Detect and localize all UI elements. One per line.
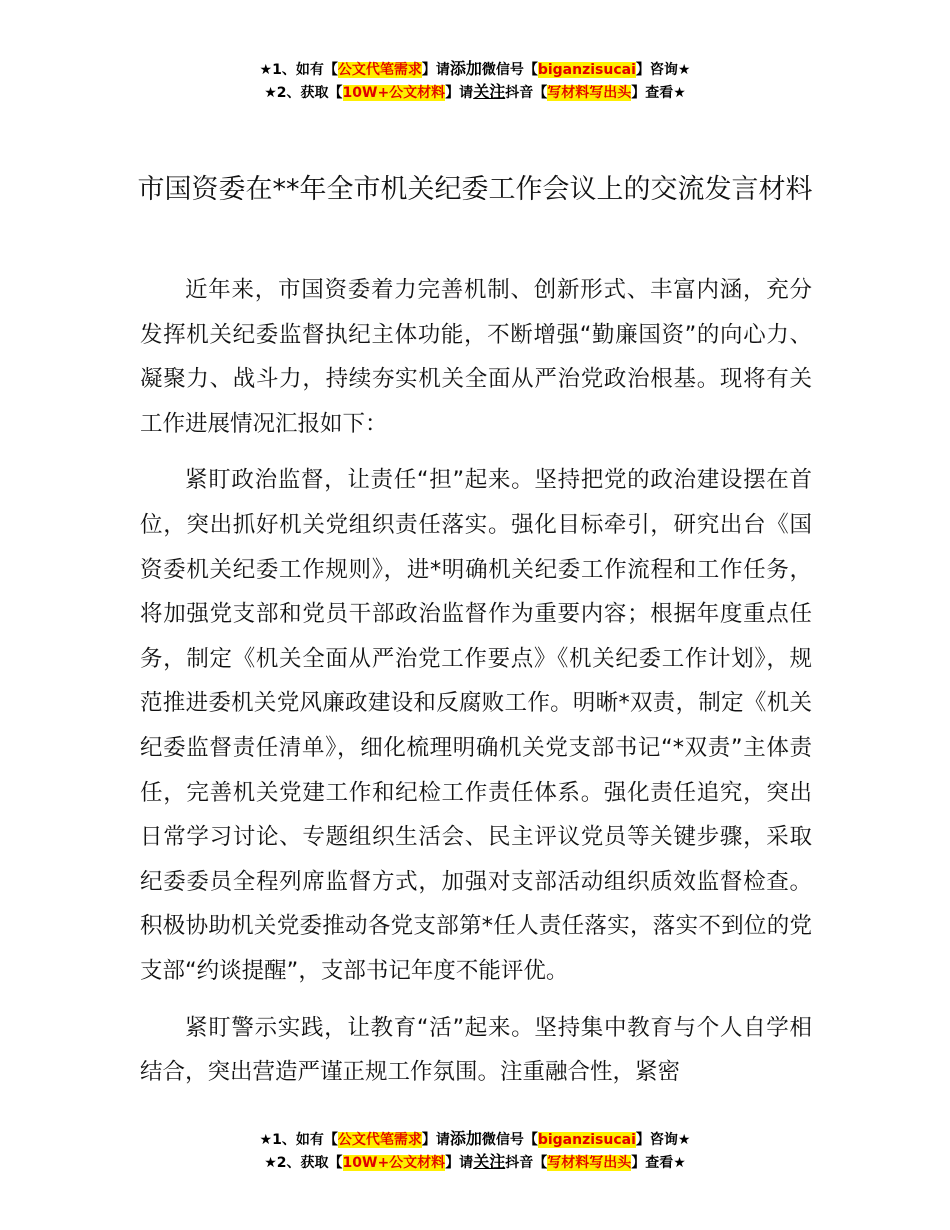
document-title: 市国资委在**年全市机关纪委工作会议上的交流发言材料 [137,174,813,205]
highlight-service: 公文代笔需求 [337,62,422,78]
highlight-douyin-id: 写材料写出头 [547,1155,632,1171]
promo-emphasis: 关注 [473,82,506,101]
paragraph: 紧盯警示实践，让教育“活”起来。坚持集中教育与个人自学相结合，突出营造严谨正规工作氛围。注重融合性，紧密 [140,1014,812,1086]
promo-text: 微信号【 [481,1132,538,1148]
highlight-wechat-id: biganzisucai [537,1132,636,1148]
promo-text: 抖音【 [505,85,548,101]
promo-line-2 [0,81,950,104]
promo-banner-bottom [0,1128,950,1174]
highlight-materials: 10W+公文材料 [342,85,446,101]
promo-text: 】请 [421,62,450,78]
paragraph: 紧盯政治监督，让责任“担”起来。坚持把党的政治建设摆在首位，突出抓好机关党组织责任落实。强化目标牵引，研究出台《国资委机关纪委工作规则》，进*明确机关纪委工作流程和工作任务，将加强党支部和党员干部政治监督作为重要内容；根据年度重点任务，制定《机关全面从严治党工作要点》《机关纪委工作计划》，规范推进委机关党风廉政建设和反腐败工作。明晰*双责，制定《机关纪委监督责任清单》，细化梳理明确机关党支部书记“*双责”主体责任，完善机关党建工作和纪检工作责任体系。强化责任追究，突出日常学习讨论、专题组织生活会、民主评议党员等关键步骤，采取纪委委员全程列席监督方式，加强对支部活动组织质效监督检查。积极协助机关党委推动各党支部第*任人责任落实，落实不到位的党支部“约谈提醒”，支部书记年度不能评优。 [140,467,812,984]
promo-text: 微信号【 [481,62,538,78]
promo-emphasis: 关注 [473,1152,506,1171]
promo-text: 】查看★ [631,1155,686,1171]
highlight-wechat-id: biganzisucai [537,62,636,78]
promo-text: 】请 [445,85,474,101]
highlight-douyin-id: 写材料写出头 [547,85,632,101]
promo-line-1 [0,58,950,81]
promo-emphasis: 添加 [449,1129,482,1148]
promo-text: ★1、如有【 [259,62,338,78]
highlight-materials: 10W+公文材料 [342,1155,446,1171]
promo-line-2 [0,1151,950,1174]
promo-text: 】咨询★ [635,1132,691,1148]
promo-text: ★1、如有【 [259,1132,338,1148]
paragraph: 近年来，市国资委着力完善机制、创新形式、丰富内涵，充分发挥机关纪委监督执纪主体功能，不断增强“勤廉国资”的向心力、凝聚力、战斗力，持续夯实机关全面从严治党政治根基。现将有关工作进展情况汇报如下： [140,277,812,437]
promo-text: 抖音【 [505,1155,548,1171]
document-body [140,268,812,1107]
highlight-service: 公文代笔需求 [337,1132,422,1148]
promo-text: 】请 [421,1132,450,1148]
promo-text: ★2、获取【 [264,1155,343,1171]
promo-text: ★2、获取【 [264,85,343,101]
promo-text: 】查看★ [631,85,686,101]
promo-text: 】咨询★ [635,62,691,78]
promo-text: 】请 [445,1155,474,1171]
promo-line-1 [0,1128,950,1151]
promo-emphasis: 添加 [449,59,482,78]
promo-banner-top [0,58,950,104]
